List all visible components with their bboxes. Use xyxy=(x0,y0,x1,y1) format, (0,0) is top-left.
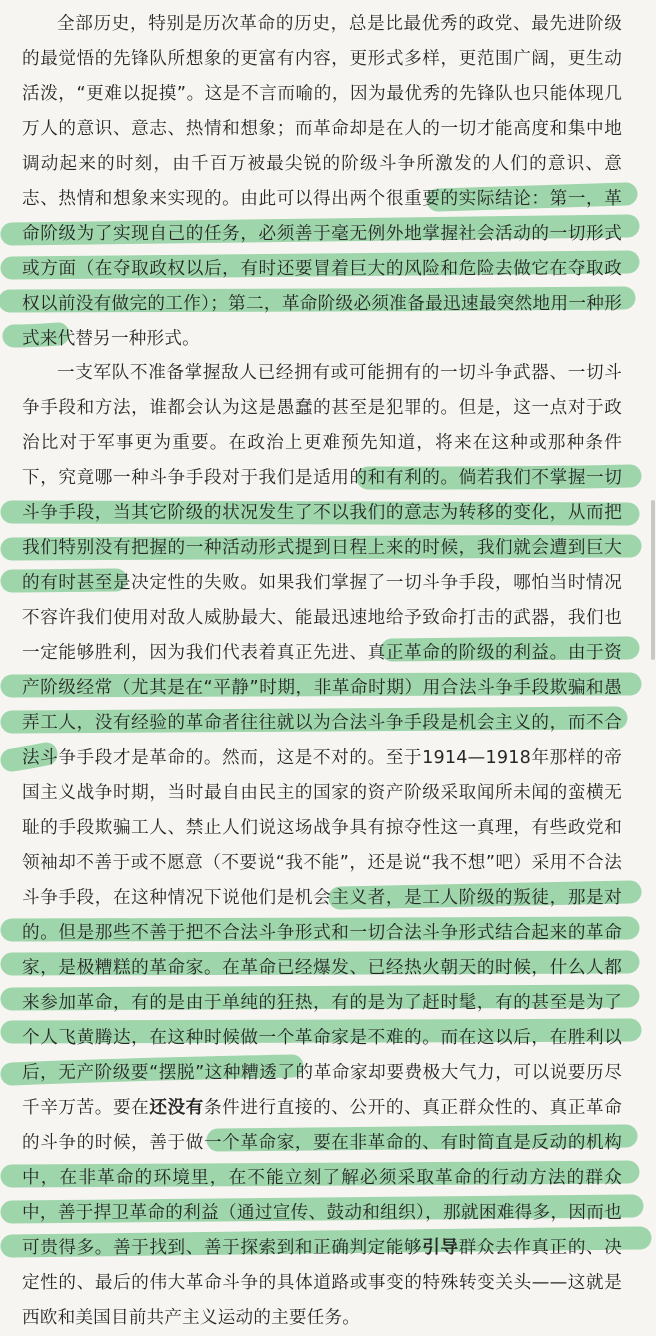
paragraph-text: 全部历史，特别是历次革命的历史，总是比最优秀的政党、最先进阶级的最觉悟的先锋队所想象的更富有内容，更形式多样，更范围广阔，更生动活泼，“更难以捉摸”。这是不言而喻的，因为最优秀的先锋队也只能体现几万人的意识、意志、热情和想象；而革命却是在人的一切才能高度和集中地调动起来的时刻，由千百万被最尖锐的阶级斗争所激发的人们的意识、意志、热情和想象来实现的。由此可以得出两个很重要的实际结论：第一，革命阶级为了实现自己的任务，必须善于毫无例外地掌握社会活动的一切形式或方面（在夺取政权以后，有时还要冒着巨大的风险和危险去做它在夺取政权以前没有做完的工作）；第二，革命阶级必须准备最迅速最突然地用一种形式来代替另一种形式。 xyxy=(22,14,622,349)
paragraph[interactable] xyxy=(22,7,622,357)
paragraph[interactable] xyxy=(22,356,622,1336)
paragraph-text: 一支军队不准备掌握敌人已经拥有或可能拥有的一切斗争武器、一切斗争手段和方法，谁都会认为这是愚蠢的甚至是犯罪的。但是，这一点对于政治比对于军事更为重要。在政治上更难预先知道，将来在这种或那种条件下，究竟哪一种斗争手段对于我们是适用的和有利的。倘若我们不掌握一切斗争手段，当其它阶级的状况发生了不以我们的意志为转移的变化，从而把我们特别没有把握的一种活动形式提到日程上来的时候，我们就会遭到巨大的有时甚至是决定性的失败。如果我们掌握了一切斗争手段，哪怕当时情况不容许我们使用对敌人威胁最大、能最迅速地给予致命打击的武器，我们也一定能够胜利，因为我们代表着真正先进、真正革命的阶级的利益。由于资产阶级经常（尤其是在“平静”时期，非革命时期）用合法斗争手段欺骗和愚弄工人，没有经验的革命者往往就以为合法斗争手段是机会主义的，而不合法斗争手段才是革命的。然而，这是不对的。至于1914—1918年那样的帝国主义战争时期，当时最自由民主的国家的资产阶级采取闻所未闻的蛮横无耻的手段欺骗工人、禁止人们说这场战争具有掠夺性这一真理，有些政党和领袖却不善于或不愿意（不要说“我不能”，还是说“我不想”吧）采用不合法斗争手段，在这种情况下说他们是机会主义者，是工人阶级的叛徒，那是对的。但是那些不善于把不合法斗争形式和一切合法斗争形式结合起来的革命家，是极糟糕的革命家。在革命已经爆发、已经热火朝天的时候，什么人都来参加革命，有的是由于单纯的狂热，有的是为了赶时髦，有的甚至是为了个人飞黄腾达，在这种时候做一个革命家是不难的。而在这以后，在胜利以后，无产阶级要“摆脱”这种糟透了的革命家却要费极大气力，可以说要历尽千辛万苦。要在 xyxy=(22,363,622,1118)
bold-phrase: 引导 xyxy=(422,1238,459,1258)
paragraph-text: 条件进行直接的、公开的、真正群众性的、真正革命的斗争的时候，善于做一个革命家，要在非革命的、有时简直是反动的机构中，在非革命的环境里，在不能立刻了解必须采取革命的行动方法的群众中，善于捍卫革命的利益（通过宣传、鼓动和组织），那就困难得多，因而也可贵得多。善于找到、善于探索到和正确判定能够 xyxy=(22,1098,622,1258)
bold-phrase: 还没有 xyxy=(149,1098,204,1118)
paragraph-text: 群众去作真正的、决定性的、最后的伟大革命斗争的具体道路或事变的特殊转变关头——这就是西欧和美国目前共产主义运动的主要任务。 xyxy=(22,1238,622,1328)
scrollbar[interactable] xyxy=(651,500,655,660)
